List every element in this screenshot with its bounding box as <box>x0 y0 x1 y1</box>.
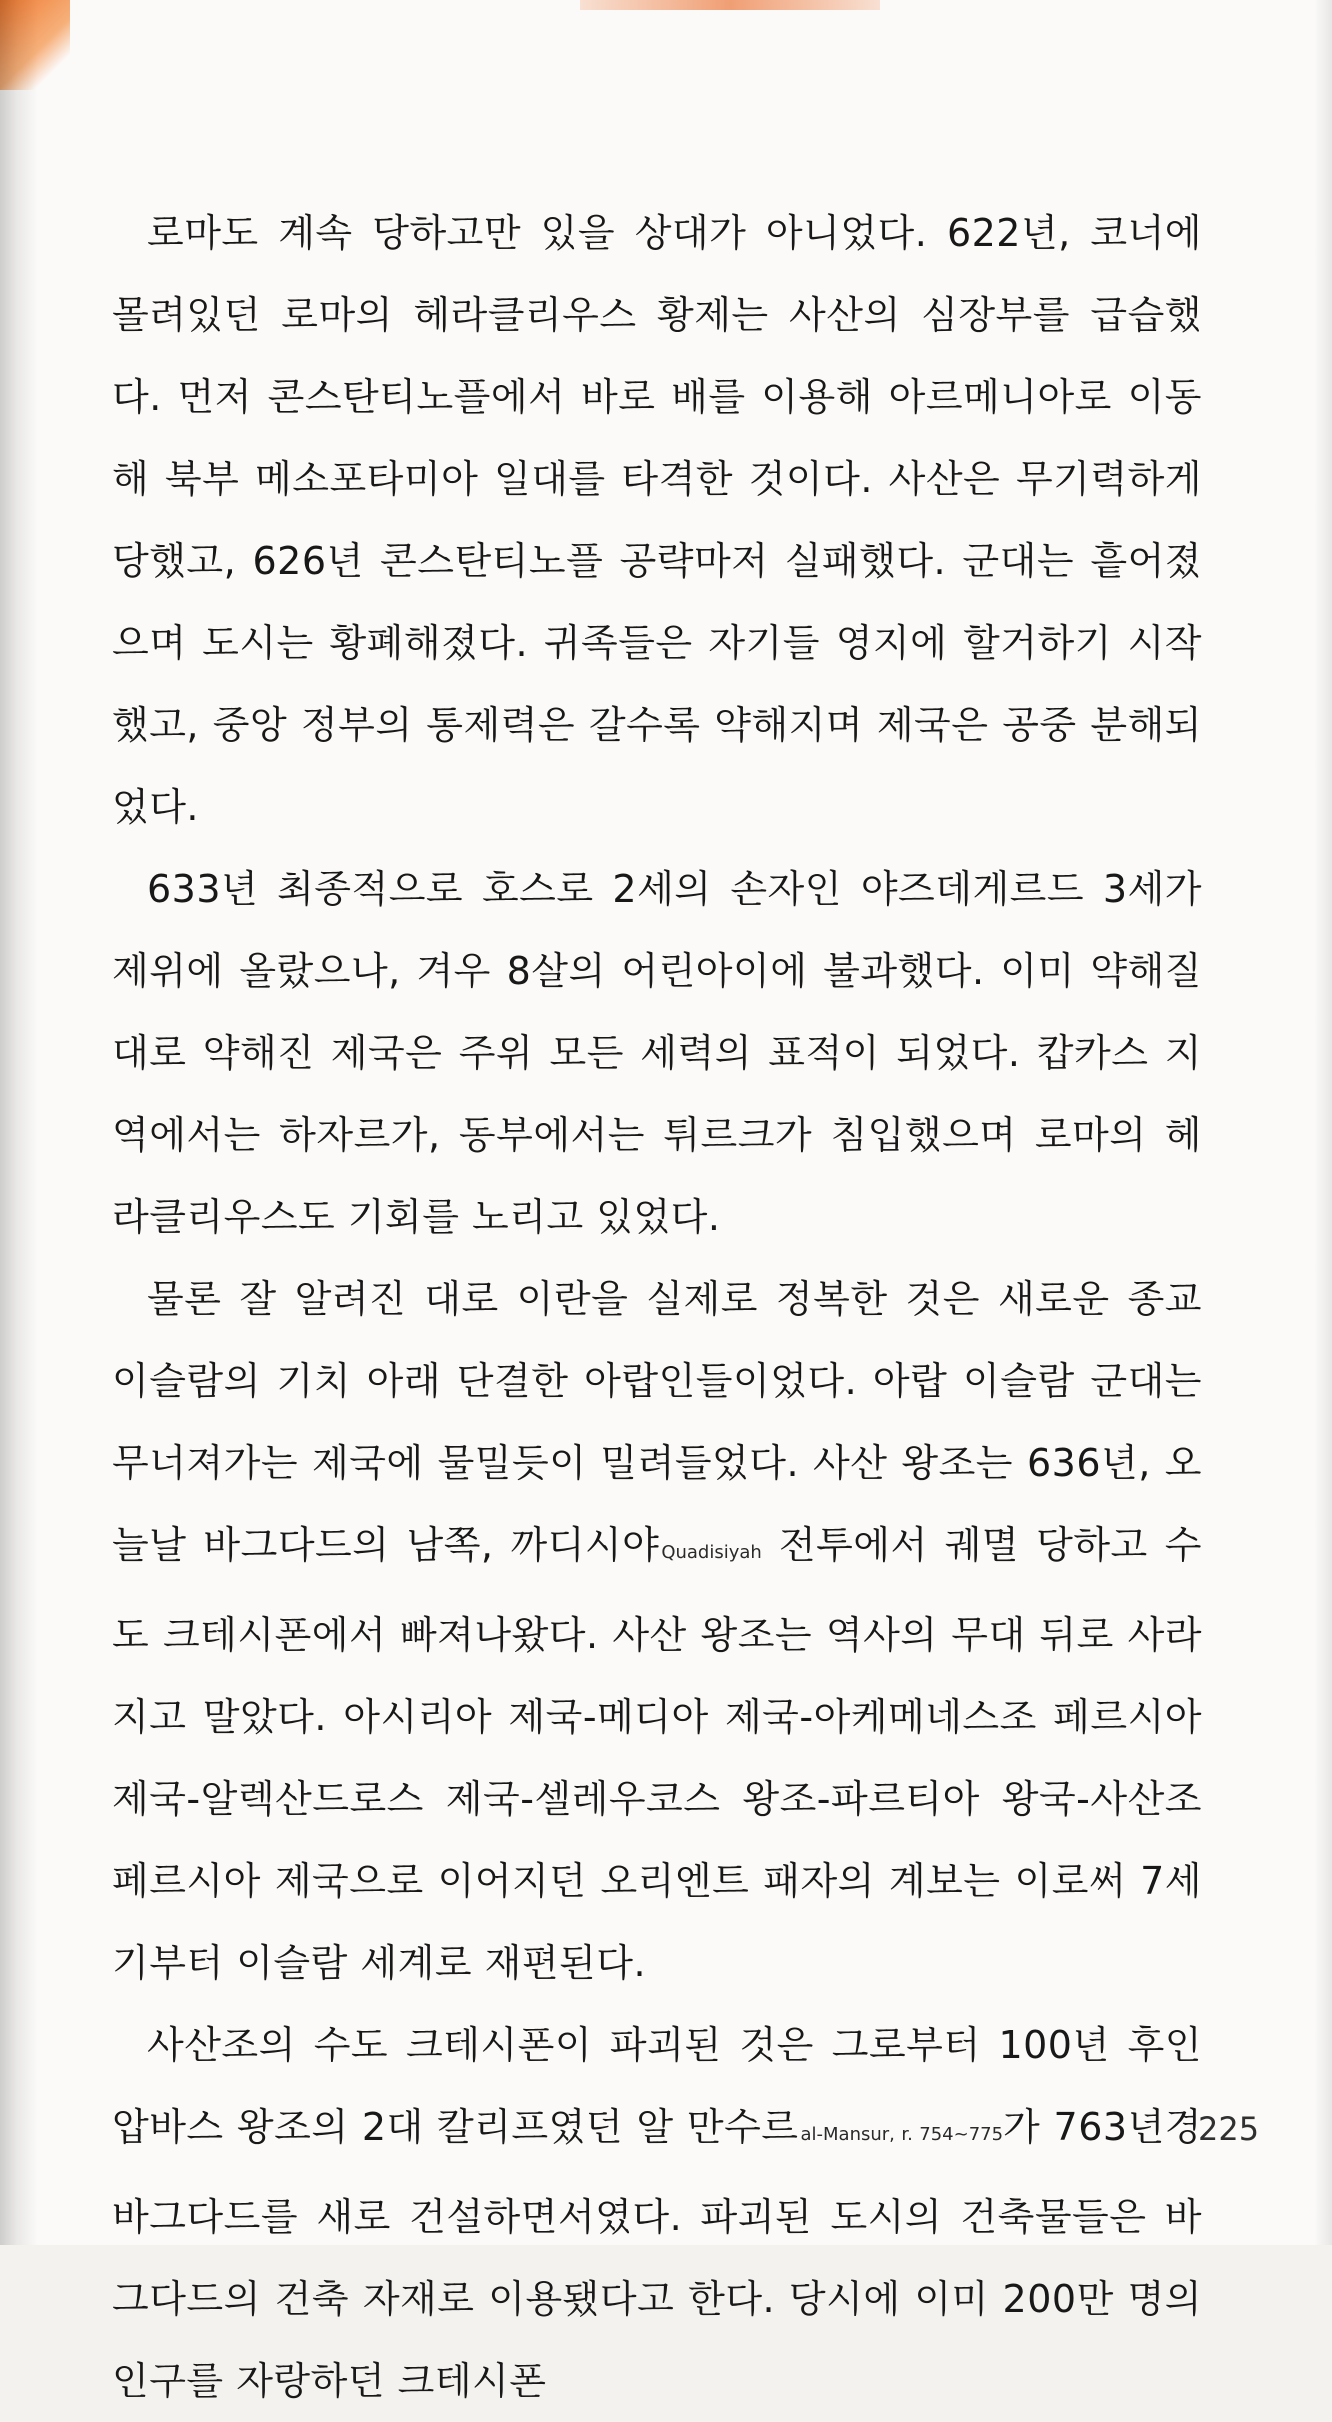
paragraph-3 <box>112 1258 1202 2004</box>
body-text <box>112 192 1202 2422</box>
page-number: 225 <box>1198 2110 1260 2148</box>
paragraph-4 <box>112 2004 1202 2422</box>
paragraph-3-text-b: 전투에서 궤멸 당하고 수도 크테시폰에서 빠져나왔다. 사산 왕조는 역사의 무대 뒤로 사라지고 말았다. 아시리아 제국-메디아 제국-아케메네스조 페르시아 제국-알렉산드로스 제국-셀레우코스 왕조-파르티아 왕국-사산조 페르시아 제국으로 이어지던 오리엔트 패자의 계보는 이로써 7세기부터 이슬람 세계로 재편된다. <box>112 1523 1202 1985</box>
paragraph-3-text-a: 물론 잘 알려진 대로 이란을 실제로 정복한 것은 새로운 종교 이슬람의 기치 아래 단결한 아랍인들이었다. 아랍 이슬람 군대는 무너져가는 제국에 물밀듯이 밀려들었다. 사산 왕조는 636년, 오늘날 바그다드의 남쪽, 까디시야 <box>112 1277 1202 1567</box>
paragraph-4-text-b: 가 763년경 바그다드를 새로 건설하면서였다. 파괴된 도시의 건축물들은 바그다드의 건축 자재로 이용됐다고 한다. 당시에 이미 200만 명의 인구를 자랑하던 크테시폰 <box>112 2105 1202 2403</box>
top-edge-mark <box>580 0 880 10</box>
gloss-al-mansur: al-Mansur, r. 754~775 <box>800 2124 1004 2145</box>
paragraph-2: 633년 최종적으로 호스로 2세의 손자인 야즈데게르드 3세가 제위에 올랐으나, 겨우 8살의 어린아이에 불과했다. 이미 약해질 대로 약해진 제국은 주위 모든 세력의 표적이 되었다. 캅카스 지역에서는 하자르가, 동부에서는 튀르크가 침입했으며 로마의 헤라클리우스도 기회를 노리고 있었다. <box>112 867 1202 1239</box>
paragraph-4-text-a: 사산조의 수도 크테시폰이 파괴된 것은 그로부터 100년 후인 압바스 왕조의 2대 칼리프였던 알 만수르 <box>112 2023 1202 2149</box>
gloss-quadisiyah: Quadisiyah <box>661 1542 762 1563</box>
paragraph-1: 로마도 계속 당하고만 있을 상대가 아니었다. 622년, 코너에 몰려있던 로마의 헤라클리우스 황제는 사산의 심장부를 급습했다. 먼저 콘스탄티노플에서 바로 배를 이용해 아르메니아로 이동해 북부 메소포타미아 일대를 타격한 것이다. 사산은 무기력하게 당했고, 626년 콘스탄티노플 공략마저 실패했다. 군대는 흩어졌으며 도시는 황폐해졌다. 귀족들은 자기들 영지에 할거하기 시작했고, 중앙 정부의 통제력은 갈수록 약해지며 제국은 공중 분해되었다. <box>112 211 1202 829</box>
spine-shadow <box>0 0 38 2245</box>
page-edge-shadow <box>1314 0 1332 2245</box>
